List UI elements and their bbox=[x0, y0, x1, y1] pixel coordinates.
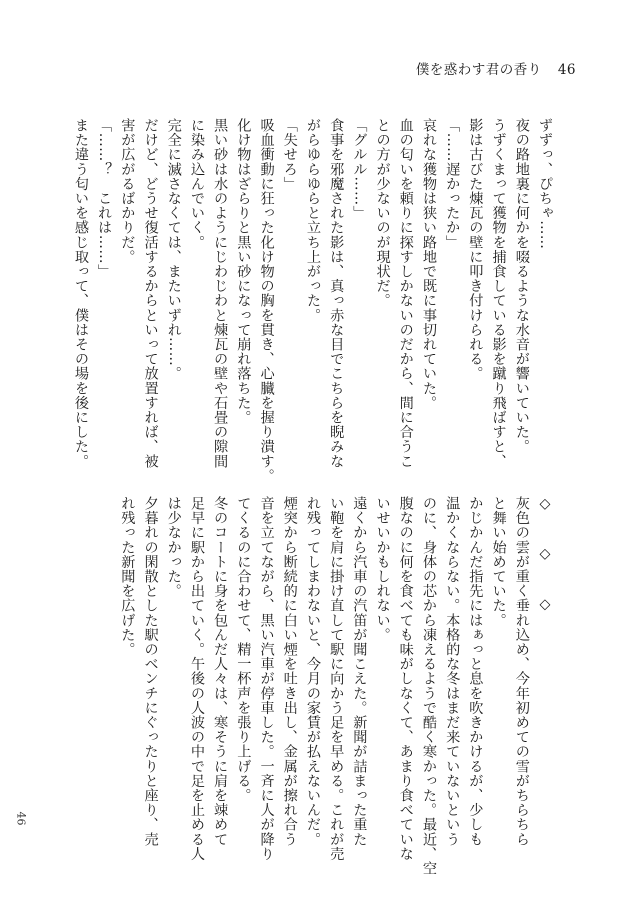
text-line: だけど、どうせ復活するからといって放置すれば、被 bbox=[142, 118, 159, 469]
text-line: との方が少ないのが現状だ。 bbox=[374, 118, 391, 308]
text-line: かじかんだ指先にはぁっと息を吹きかけるが、少しも bbox=[467, 496, 484, 847]
text-line: は少なかった。 bbox=[165, 496, 182, 599]
text-line: 夜の路地裏に何かを啜るような水音が響いていた。 bbox=[513, 118, 530, 454]
text-line: また違う匂いを感じ取って、僕はその場を後にした。 bbox=[72, 118, 89, 469]
text-line: のに、身体の芯から凍えるようで酷く寒かった。最近、空 bbox=[420, 496, 437, 876]
text-line: 「失せろ」 bbox=[281, 118, 298, 191]
text-line: 哀れな獲物は狭い路地で既に事切れていた。 bbox=[420, 118, 437, 410]
text-line: と舞い始めていた。 bbox=[490, 496, 507, 628]
text-line: いせいかもしれない。 bbox=[374, 496, 391, 642]
text-line: れ残った新聞を広げた。 bbox=[119, 496, 136, 657]
text-line: がらゆらゆらと立ち上がった。 bbox=[304, 118, 321, 323]
text-line: 吸血衝動に狂った化け物の胸を貫き、心臓を握り潰す。 bbox=[258, 118, 275, 483]
text-line: 「……遅かったか」 bbox=[444, 118, 461, 250]
text-line: い鞄を肩に掛け直して駅に向かう足を早める。これが売 bbox=[328, 496, 345, 861]
running-header-title: 僕を惑わす君の香り bbox=[415, 62, 542, 78]
text-line: ずずっ、ぴちゃ…… bbox=[537, 118, 553, 250]
text-line: 影は古びた煉瓦の壁に叩き付けられる。 bbox=[467, 118, 484, 381]
page-number: 46 bbox=[557, 62, 576, 78]
text-line: れ残ってしまわないと、今月の家賃が払えないんだ。 bbox=[304, 496, 321, 847]
text-line: 完全に滅さなくては、またいずれ……。 bbox=[165, 118, 182, 381]
text-line: うずくまって獲物を捕食している影を蹴り飛ばすと、 bbox=[490, 118, 507, 469]
text-block-top bbox=[72, 118, 556, 490]
text-block-bottom bbox=[119, 496, 556, 876]
text-line: 化け物はざらりと黒い砂になって崩れ落ちた。 bbox=[235, 118, 252, 425]
scene-break: ◇ ◇ ◇ bbox=[537, 496, 553, 623]
text-line: 血の匂いを頼りに探すしかないのだから、間に合うこ bbox=[397, 118, 414, 469]
text-line: 食事を邪魔された影は、真っ赤な目でこちらを睨みな bbox=[328, 118, 345, 469]
text-line: 煙突から断続的に白い煙を吐き出し、金属が擦れ合う bbox=[281, 496, 298, 847]
text-line: 音を立てながら、黒い汽車が停車した。一斉に人が降り bbox=[258, 496, 275, 861]
footer-folio: 46 bbox=[14, 811, 28, 826]
text-line: 遠くから汽車の汽笛が聞こえた。新聞が詰まった重た bbox=[351, 496, 368, 847]
text-line: 腹なのに何を食べても味がしなくて、あまり食べていな bbox=[397, 496, 414, 861]
text-line: 冬のコートに身を包んだ人々は、寒そうに肩を竦めて bbox=[212, 496, 229, 847]
text-line: 「……？ これは……」 bbox=[96, 118, 113, 279]
text-line: てくるのに合わせて、精一杯声を張り上げる。 bbox=[235, 496, 252, 803]
text-line: 「グルル……」 bbox=[351, 118, 368, 221]
text-line: に染み込んでいく。 bbox=[188, 118, 205, 250]
text-line: 黒い砂は水のようにじわじわと煉瓦の壁や石畳の隙間 bbox=[212, 118, 229, 469]
text-line: 害が広がるばかりだ。 bbox=[119, 118, 136, 264]
text-line: 灰色の雲が重く垂れ込め、今年初めての雪がちらちら bbox=[513, 496, 530, 847]
text-line: 夕暮れの閑散とした駅のベンチにぐったりと座り、売 bbox=[142, 496, 159, 847]
running-header bbox=[416, 58, 576, 78]
text-line: 足早に駅から出ていく。午後の人波の中で足を止める人 bbox=[188, 496, 205, 861]
text-line: 温かくならない。本格的な冬はまだ来ていないという bbox=[444, 496, 461, 847]
